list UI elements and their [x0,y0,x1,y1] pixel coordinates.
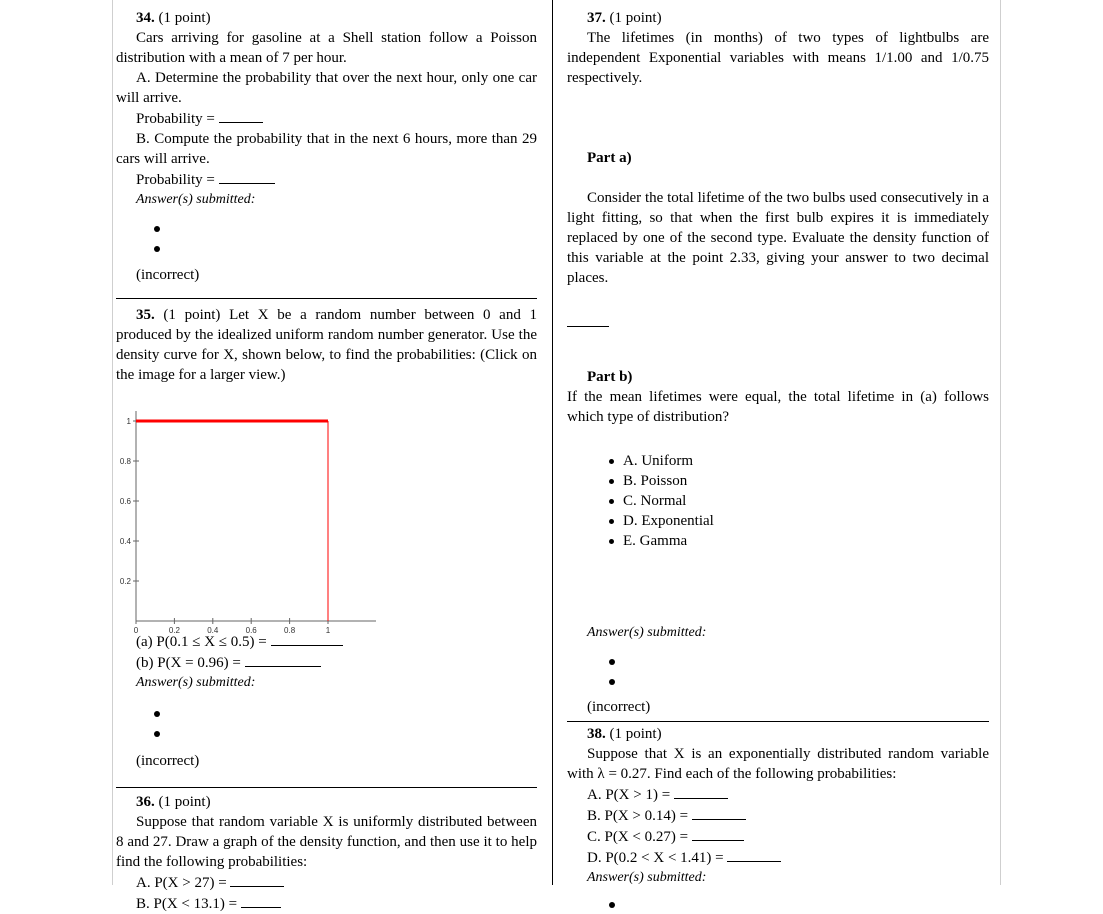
problem-37-points: (1 point) [609,10,662,26]
answers-submitted-label: Answer(s) submitted: [136,675,256,690]
x-tick-label: 0.2 [168,626,180,635]
problem-38 [567,724,989,908]
status-incorrect: (incorrect) [136,267,200,283]
problem-37-text: The lifetimes (in months) of two types of lightbulbs are independent Exponential variables with means 1/1.00 and 1/0.75 respectively. [567,30,989,86]
option-poisson[interactable] [567,471,989,491]
option-label: E. Gamma [623,533,688,549]
part-a-title: Part a) [587,150,632,166]
option-bullet [609,519,614,524]
problem-36-part-a: A. P(X > 27) = [136,875,227,891]
problem-38-item-d: D. P(0.2 < X < 1.41) = [587,850,724,866]
answer-blank-38a[interactable] [674,784,728,799]
y-tick-label: 0.4 [119,537,131,546]
problem-35-part-a: (a) P(0.1 ≤ X ≤ 0.5) = [136,634,267,650]
part-b-title: Part b) [587,369,633,385]
answer-blank-35a[interactable] [271,631,343,646]
probability-label-b: Probability = [136,172,215,188]
option-uniform[interactable] [567,451,989,471]
option-label: C. Normal [623,493,687,509]
answer-blank-34a[interactable] [219,108,263,123]
problem-38-item-a: A. P(X > 1) = [587,787,671,803]
answers-submitted-label: Answer(s) submitted: [587,870,707,885]
problem-34-part-b: B. Compute the probability that in the next 6 hours, more than 29 cars will arrive. [116,131,537,167]
problem-34-points: (1 point) [158,10,211,26]
answers-submitted-label: Answer(s) submitted: [136,192,256,207]
answer-blank-35b[interactable] [245,652,321,667]
status-incorrect: (incorrect) [136,753,200,769]
problem-38-number: 38. [587,726,606,742]
option-bullet [609,539,614,544]
column-separator [552,0,553,885]
problem-34-text: Cars arriving for gasoline at a Shell station follow a Poisson distribution with a mean of 7 per hour. [116,30,537,66]
y-tick-label: 0.8 [119,457,131,466]
option-label: A. Uniform [623,453,693,469]
option-bullet [609,479,614,484]
problem-divider [116,787,537,788]
answer-blank-36b[interactable] [241,893,281,908]
problem-36-text: Suppose that random variable X is uniformly distributed between 8 and 27. Draw a graph of the density function, and then use it to help find the following probabilities: [116,814,537,870]
problem-35-part-b: (b) P(X = 0.96) = [136,655,241,671]
answer-blank-34b[interactable] [219,169,275,184]
problem-38-item-b: B. P(X > 0.14) = [587,808,689,824]
problem-37-number: 37. [587,10,606,26]
density-curve-chart[interactable] [110,401,380,637]
part-b-text: If the mean lifetimes were equal, the total lifetime in (a) follows which type of distribution? [567,389,989,425]
answer-blank-38d[interactable] [727,847,781,862]
status-incorrect: (incorrect) [587,699,651,715]
answers-submitted-label: Answer(s) submitted: [587,625,707,640]
right-column [567,0,989,908]
problem-divider [116,298,537,299]
answer-blank-38c[interactable] [692,826,744,841]
problem-35-number: 35. [136,307,155,323]
y-tick-label: 1 [126,417,131,426]
x-tick-label: 1 [325,626,331,635]
problem-35 [116,305,537,771]
y-tick-label: 0.6 [119,497,131,506]
problem-36-number: 36. [136,794,155,810]
option-bullet [609,499,614,504]
part-a-text: Consider the total lifetime of the two bulbs used consecutively in a light fitting, so that when the first bulb expires it is immediately replaced by one of the second type. Evaluate the density function of this variable at the point 2.33, giving your answer to two decimal places. [567,190,989,286]
probability-label-a: Probability = [136,111,215,127]
left-column [116,0,537,914]
x-tick-label: 0.6 [245,626,257,635]
option-label: B. Poisson [623,473,688,489]
problem-36-part-b: B. P(X < 13.1) = [136,896,238,912]
problem-35-text: (1 point) Let X be a random number between 0 and 1 produced by the idealized uniform random number generator. Use the density curve for X, shown below, to find the probabilities: (Click on the image for a larger view.) [116,307,538,383]
problem-38-item-c: C. P(X < 0.27) = [587,829,689,845]
x-tick-label: 0 [133,626,139,635]
x-tick-label: 0.8 [284,626,296,635]
problem-38-text: Suppose that X is an exponentially distributed random variable with λ = 0.27. Find each of the following probabilities: [567,746,989,782]
option-gamma[interactable] [567,531,989,551]
right-page-edge [1000,0,1001,885]
problem-38-points: (1 point) [609,726,662,742]
y-tick-label: 0.2 [119,577,131,586]
option-normal[interactable] [567,491,989,511]
problem-36-points: (1 point) [158,794,211,810]
option-bullet [609,459,614,464]
answer-blank-37a[interactable] [567,312,609,327]
problem-34 [116,8,537,285]
problem-34-number: 34. [136,10,155,26]
problem-divider [567,721,989,722]
x-tick-label: 0.4 [207,626,219,635]
submitted-answer-bullet [609,902,615,908]
answer-blank-38b[interactable] [692,805,746,820]
distribution-options [567,451,989,551]
option-label: D. Exponential [623,513,714,529]
option-exponential[interactable] [567,511,989,531]
problem-37 [567,8,989,717]
problem-34-part-a: A. Determine the probability that over the next hour, only one car will arrive. [116,70,537,106]
problem-36 [116,792,537,914]
